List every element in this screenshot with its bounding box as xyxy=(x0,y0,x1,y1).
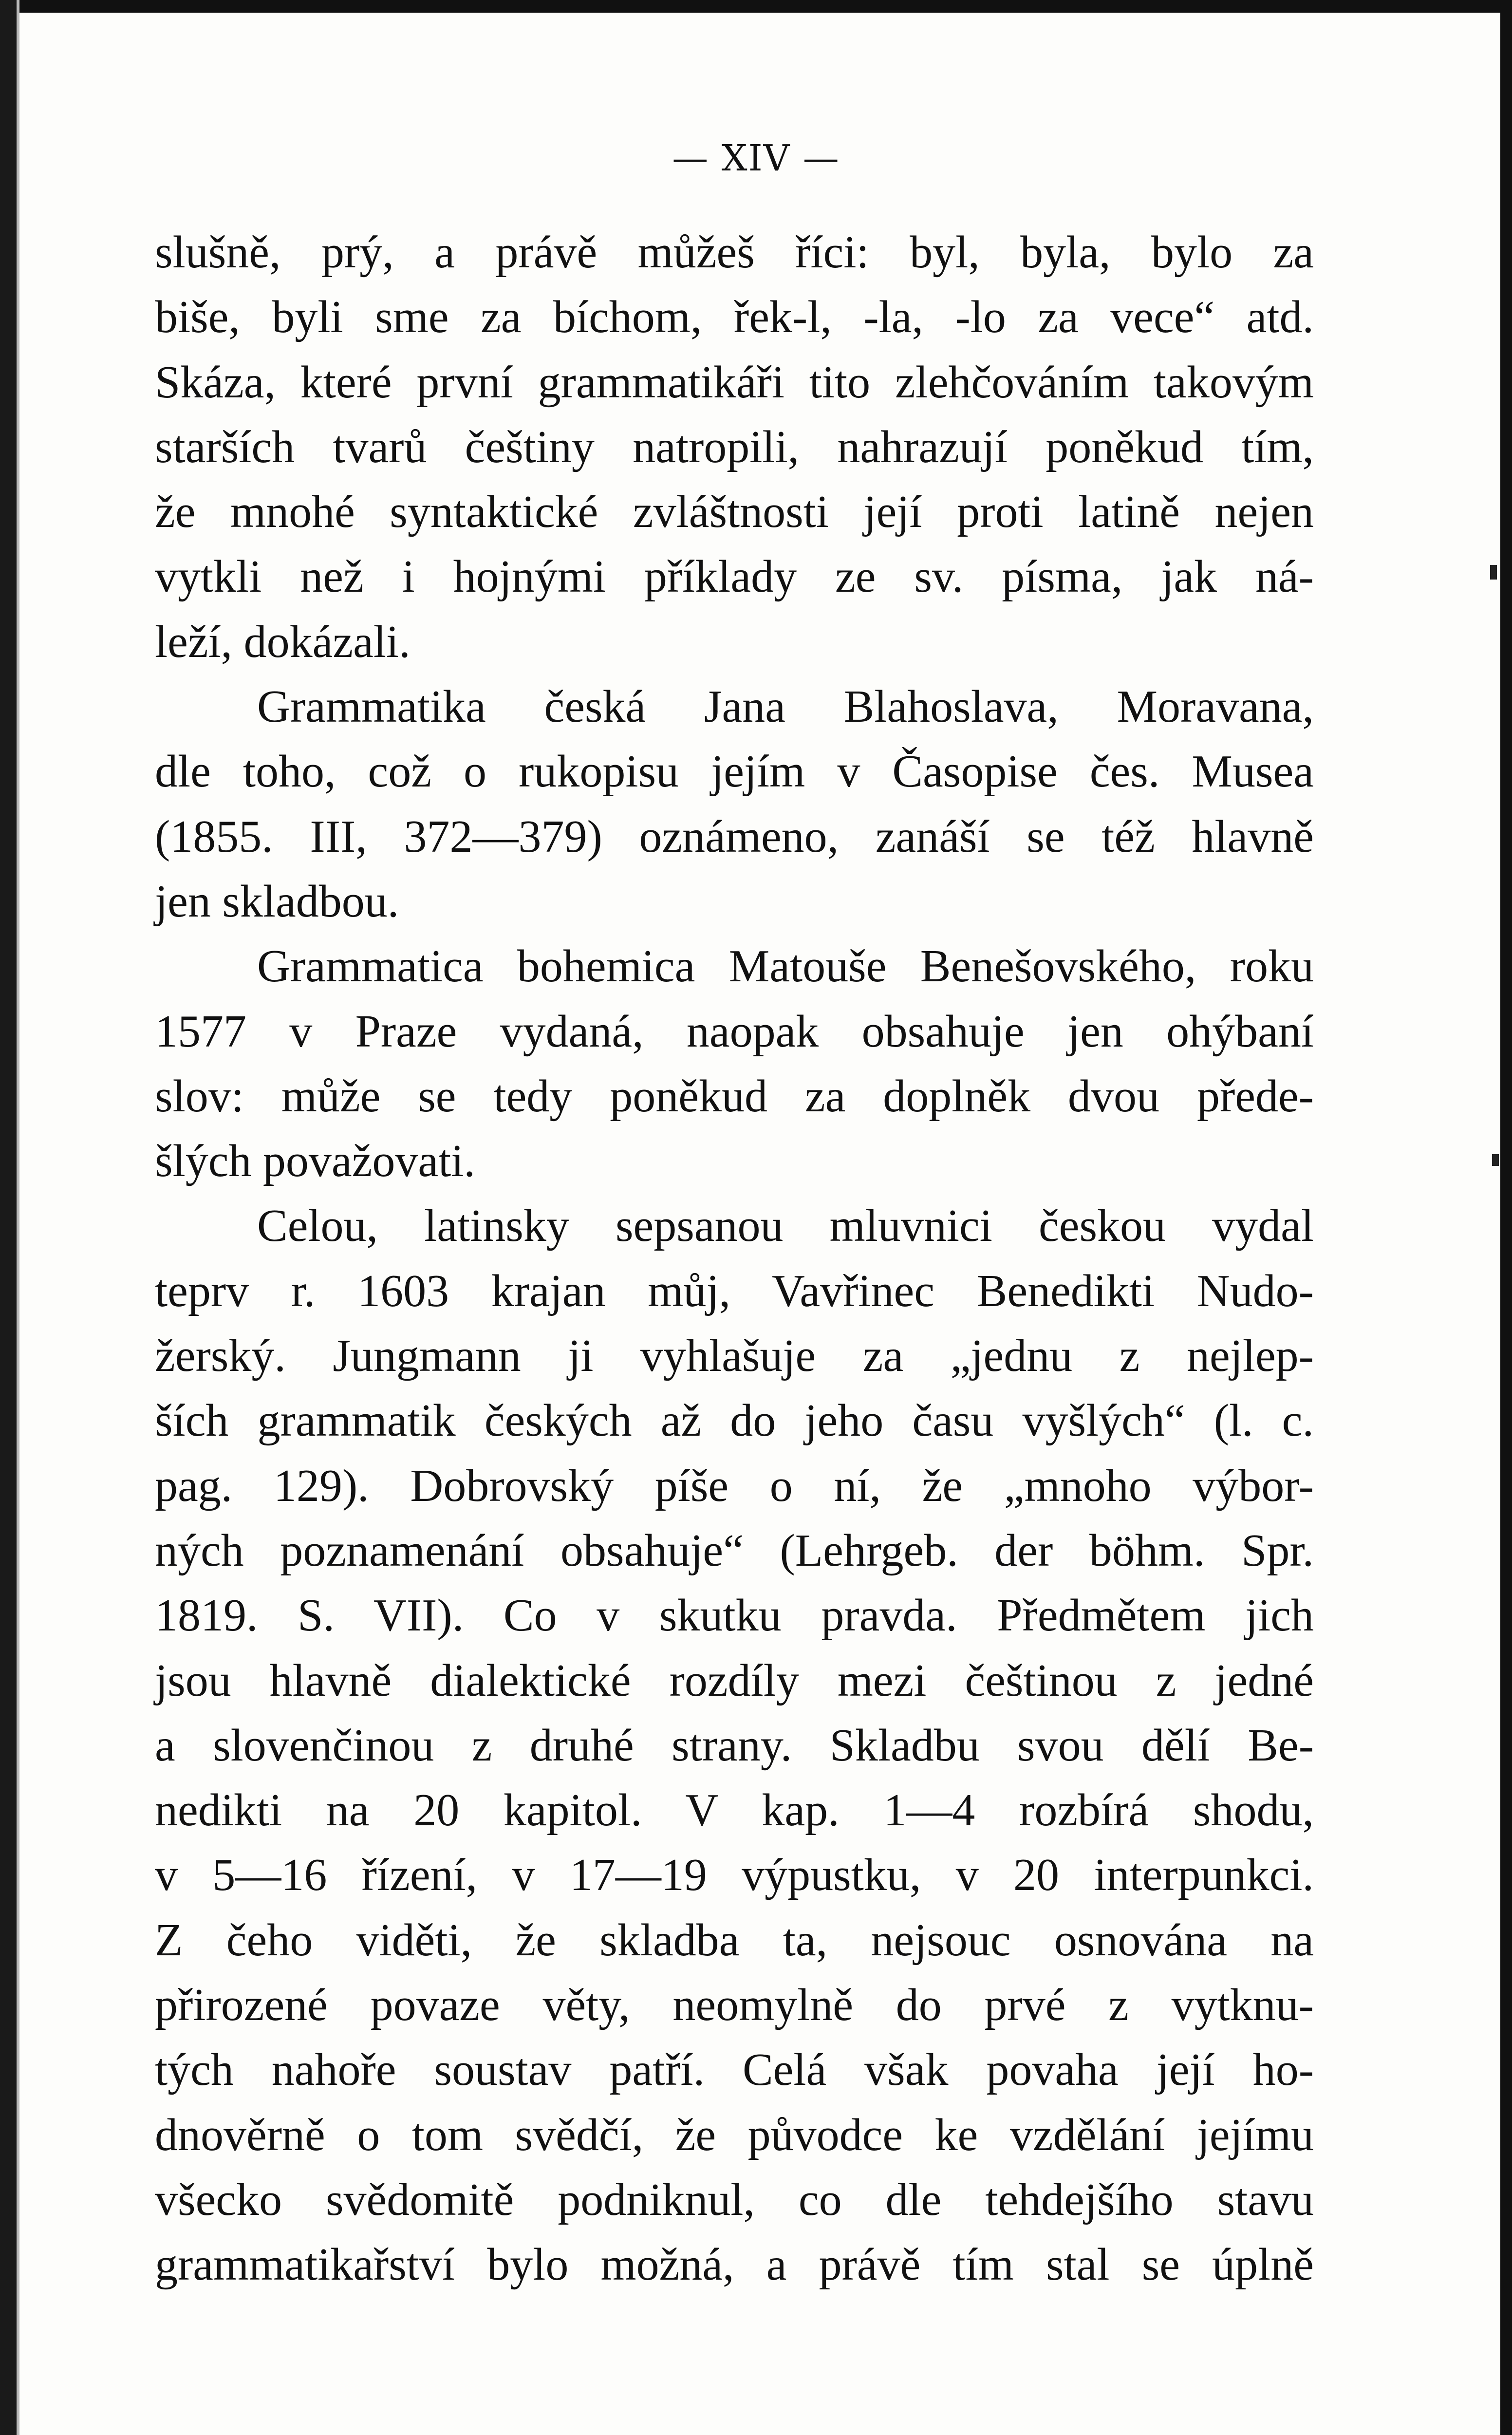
text-line: ších grammatik českých až do jeho času vyšlých“ (l. c. xyxy=(155,1395,1314,1446)
text-line: (1855. III, 372—379) oznámeno, zanáší se též hlavně xyxy=(155,811,1314,862)
text-line: žerský. Jungmann ji vyhlašuje za „jednu z nejlep- xyxy=(155,1330,1314,1382)
text-line: jsou hlavně dialektické rozdíly mezi češtinou z jedné xyxy=(155,1655,1314,1706)
text-line: přirozené povaze věty, neomylně do prvé z vytknu- xyxy=(155,1980,1314,2031)
text-line: grammatikařství bylo možná, a právě tím stal se úplně xyxy=(155,2239,1314,2290)
paragraph xyxy=(155,220,1314,674)
text-line: Z čeho viděti, že skladba ta, nejsouc osnována na xyxy=(155,1914,1314,1966)
paragraph xyxy=(155,1194,1314,2297)
scan-border-right xyxy=(1500,0,1512,2435)
text-line: 1819. S. VII). Co v skutku pravda. Předmětem jich xyxy=(155,1590,1314,1641)
page-number-header: — XIV — xyxy=(672,137,840,179)
text-line: Grammatica bohemica Matouše Benešovského, roku xyxy=(257,941,1314,992)
text-line: Grammatika česká Jana Blahoslava, Moravana, xyxy=(257,681,1314,732)
paragraph xyxy=(155,674,1314,934)
scan-speck xyxy=(1490,565,1497,580)
text-line: leží, dokázali. xyxy=(155,616,411,667)
scan-border-left xyxy=(0,0,17,2435)
text-line: Skáza, které první grammatikáři tito zlehčováním takovým xyxy=(155,356,1314,408)
scan-speck xyxy=(1492,1154,1499,1166)
text-line: nedikti na 20 kapitol. V kap. 1—4 rozbírá shodu, xyxy=(155,1785,1314,1836)
text-line: dnověrně o tom svědčí, že původce ke vzdělání jejímu xyxy=(155,2109,1314,2160)
text-line: že mnohé syntaktické zvláštnosti její proti latině nejen xyxy=(155,487,1314,538)
text-line: dle toho, což o rukopisu jejím v Časopise čes. Musea xyxy=(155,746,1314,797)
scan-border-left-inner xyxy=(17,0,19,2435)
text-line: jen skladbou. xyxy=(155,876,399,927)
text-line: biše, byli sme za bíchom, řek-l, -la, -lo za vece“ atd. xyxy=(155,292,1314,343)
paragraph xyxy=(155,934,1314,1194)
text-line: a slovenčinou z druhé strany. Skladbu svou dělí Be- xyxy=(155,1720,1314,1771)
text-line: slov: může se tedy poněkud za doplněk dvou přede- xyxy=(155,1070,1314,1122)
text-line: ných poznamenání obsahuje“ (Lehrgeb. der böhm. Spr. xyxy=(155,1525,1314,1576)
text-line: slušně, prý, a právě můžeš říci: byl, byla, bylo za xyxy=(155,227,1314,278)
text-line: v 5—16 řízení, v 17—19 výpustku, v 20 interpunkci. xyxy=(155,1850,1314,1901)
scan-border-top xyxy=(0,0,1512,13)
page-body-text xyxy=(155,220,1314,2298)
text-line: Celou, latinsky sepsanou mluvnici českou vydal xyxy=(257,1200,1314,1252)
text-line: pag. 129). Dobrovský píše o ní, že „mnoho výbor- xyxy=(155,1460,1314,1511)
text-line: šlých považovati. xyxy=(155,1136,475,1187)
text-line: teprv r. 1603 krajan můj, Vavřinec Benedikti Nudo- xyxy=(155,1265,1314,1316)
text-line: starších tvarů češtiny natropili, nahrazují poněkud tím, xyxy=(155,421,1314,472)
text-line: všecko svědomitě podniknul, co dle tehdejšího stavu xyxy=(155,2174,1314,2225)
text-line: tých nahoře soustav patří. Celá však povaha její ho- xyxy=(155,2044,1314,2096)
text-line: vytkli než i hojnými příklady ze sv. písma, jak ná- xyxy=(155,551,1314,602)
text-line: 1577 v Praze vydaná, naopak obsahuje jen ohýbaní xyxy=(155,1006,1314,1057)
